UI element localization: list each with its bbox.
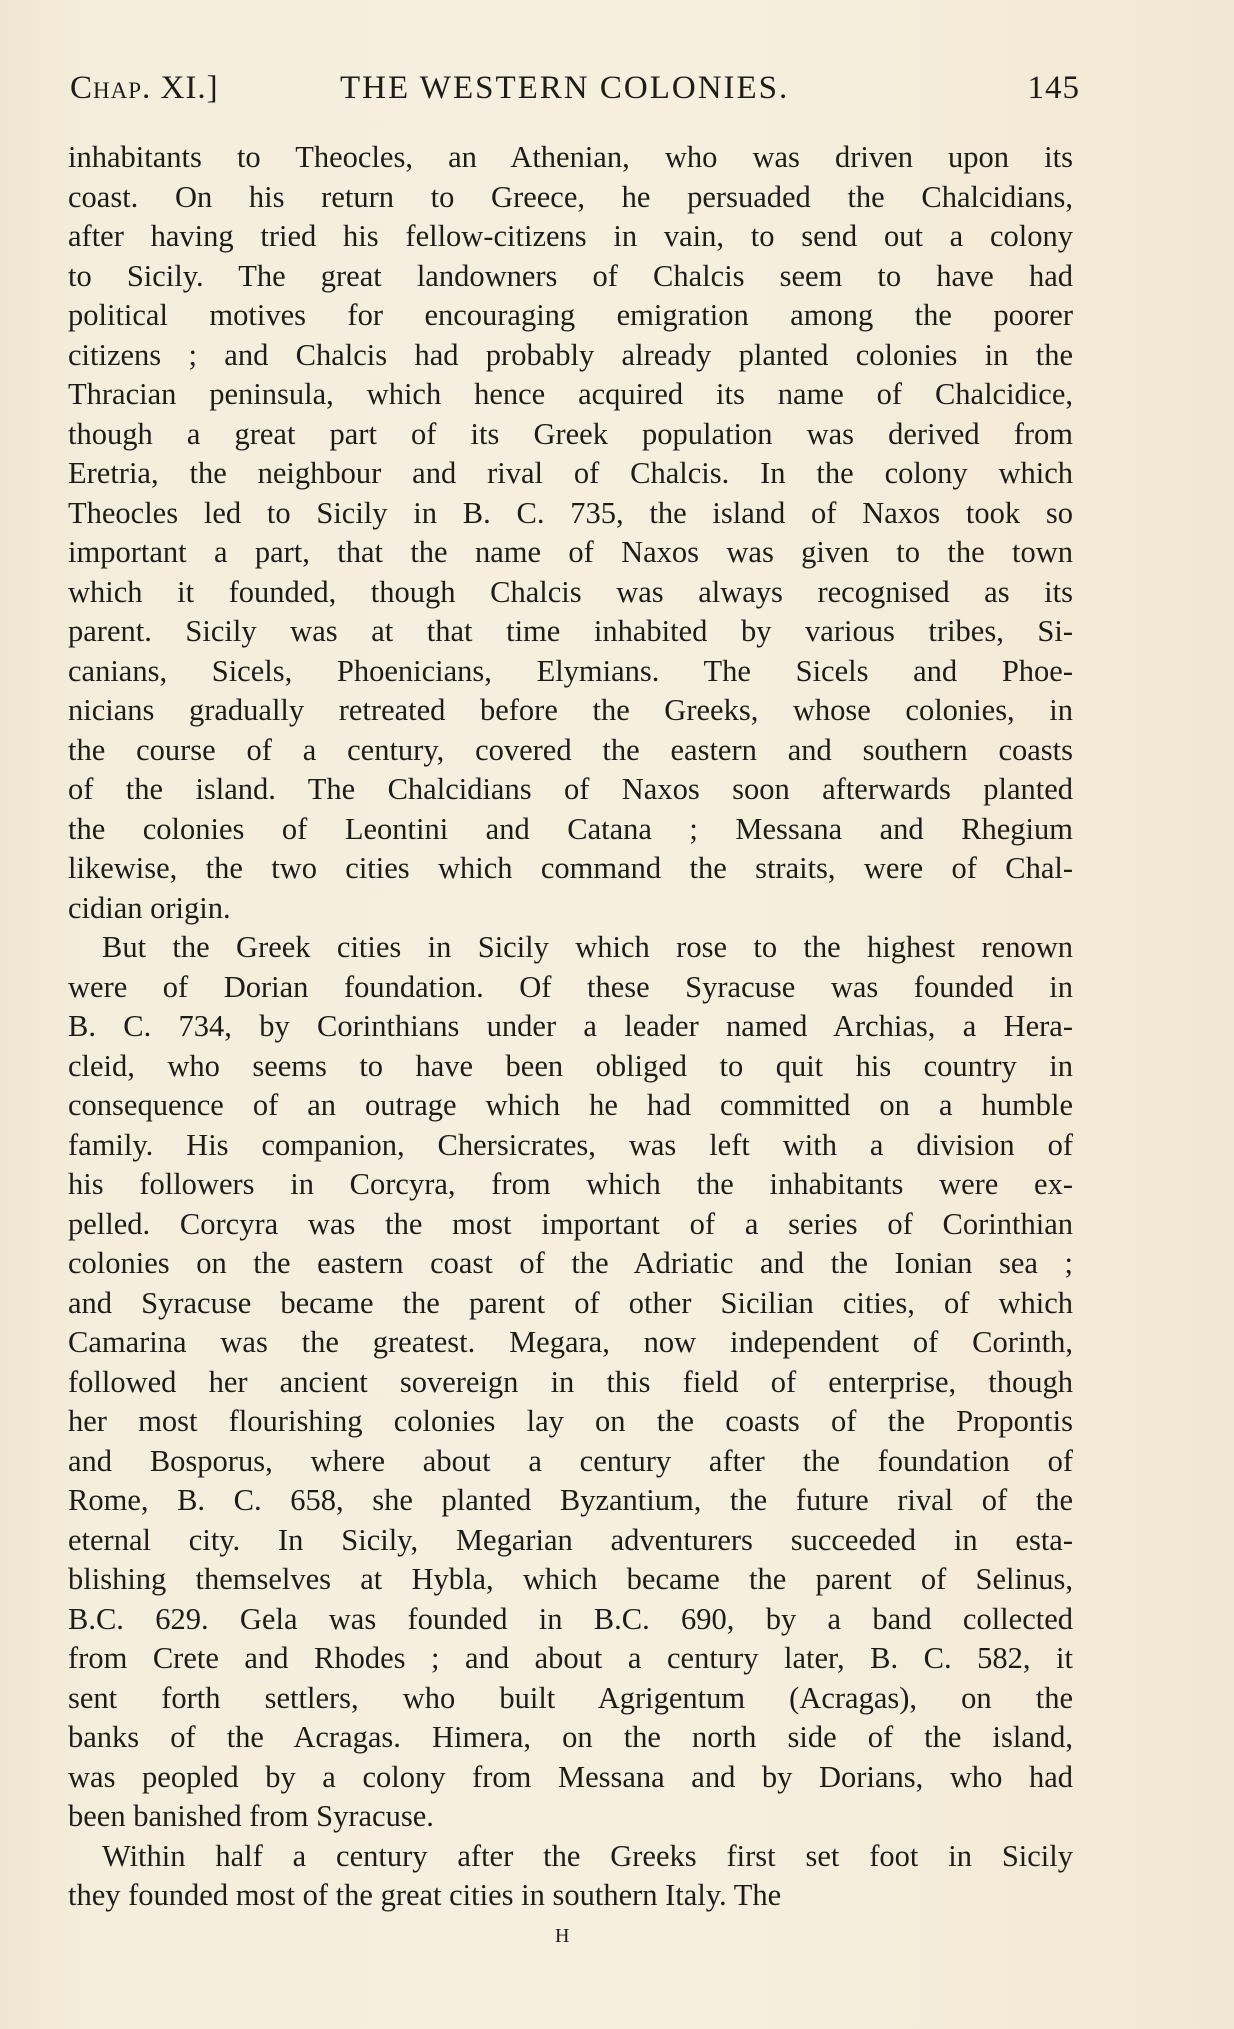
text-line: nicians gradually retreated before the Greeks, whose colonies, in <box>68 693 1073 727</box>
text-line: political motives for encouraging emigration among the poorer <box>68 298 1073 332</box>
text-line: and Bosporus, where about a century after the foundation of <box>68 1443 1073 1478</box>
text-line: sent forth settlers, who built Agrigentum (Acragas), on the <box>68 1680 1073 1715</box>
text-line: likewise, the two cities which command the straits, were of Chal- <box>68 851 1073 885</box>
text-line: cidian origin. <box>68 890 231 925</box>
text-line: they founded most of the great cities in southern Italy. The <box>68 1878 782 1912</box>
text-line: from Crete and Rhodes ; and about a century later, B. C. 582, it <box>68 1641 1073 1675</box>
text-line: Rome, B. C. 658, she planted Byzantium, the future rival of the <box>68 1483 1073 1517</box>
text-line: cleid, who seems to have been obliged to quit his country in <box>68 1048 1073 1083</box>
text-line: important a part, that the name of Naxos was given to the town <box>68 535 1073 569</box>
text-line: the course of a century, covered the eastern and southern coasts <box>68 732 1073 767</box>
body-text <box>68 138 1073 1916</box>
signature-mark: H <box>555 1925 571 1947</box>
text-line: of the island. The Chalcidians of Naxos soon afterwards planted <box>68 772 1073 806</box>
running-title: THE WESTERN COLONIES. <box>340 70 790 106</box>
text-line: B. C. 734, by Corinthians under a leader named Archias, a Hera- <box>68 1009 1073 1043</box>
text-line: Within half a century after the Greeks first set foot in Sicily <box>102 1838 1073 1873</box>
text-line: Eretria, the neighbour and rival of Chalcis. In the colony which <box>68 456 1073 490</box>
text-line: been banished from Syracuse. <box>68 1799 434 1833</box>
text-line: the colonies of Leontini and Catana ; Messana and Rhegium <box>68 811 1073 846</box>
text-line: his followers in Corcyra, from which the inhabitants were ex- <box>68 1167 1073 1201</box>
text-line: B.C. 629. Gela was founded in B.C. 690, by a band collected <box>68 1601 1073 1636</box>
text-line: banks of the Acragas. Himera, on the north side of the island, <box>68 1720 1073 1754</box>
text-line: and Syracuse became the parent of other Sicilian cities, of which <box>68 1285 1073 1320</box>
text-line: Theocles led to Sicily in B. C. 735, the island of Naxos took so <box>68 495 1073 530</box>
text-line: Camarina was the greatest. Megara, now independent of Corinth, <box>68 1325 1073 1359</box>
chapter-label: Chap. XI.] <box>70 70 219 106</box>
text-line: canians, Sicels, Phoenicians, Elymians. The Sicels and Phoe- <box>68 653 1073 688</box>
text-line: after having tried his fellow-citizens in vain, to send out a colony <box>68 219 1073 253</box>
text-line: But the Greek cities in Sicily which rose to the highest renown <box>102 930 1073 964</box>
text-line: which it founded, though Chalcis was always recognised as its <box>68 574 1073 609</box>
text-line: though a great part of its Greek population was derived from <box>68 416 1073 451</box>
running-head <box>70 70 1080 120</box>
text-line: family. His companion, Chersicrates, was left with a division of <box>68 1127 1073 1162</box>
text-line: eternal city. In Sicily, Megarian adventurers succeeded in esta- <box>68 1522 1073 1557</box>
text-line: were of Dorian foundation. Of these Syracuse was founded in <box>68 969 1073 1004</box>
text-line: parent. Sicily was at that time inhabited by various tribes, Si- <box>68 614 1073 648</box>
text-line: her most flourishing colonies lay on the coasts of the Propontis <box>68 1404 1073 1438</box>
text-line: was peopled by a colony from Messana and by Dorians, who had <box>68 1759 1073 1794</box>
text-line: citizens ; and Chalcis had probably already planted colonies in the <box>68 337 1073 372</box>
text-line: blishing themselves at Hybla, which became the parent of Selinus, <box>68 1562 1073 1596</box>
text-line: consequence of an outrage which he had committed on a humble <box>68 1088 1073 1122</box>
text-line: coast. On his return to Greece, he persuaded the Chalcidians, <box>68 179 1073 214</box>
text-line: inhabitants to Theocles, an Athenian, who was driven upon its <box>68 140 1073 174</box>
text-line: colonies on the eastern coast of the Adriatic and the Ionian sea ; <box>68 1246 1073 1280</box>
text-line: Thracian peninsula, which hence acquired its name of Chalcidice, <box>68 377 1073 411</box>
text-line: followed her ancient sovereign in this field of enterprise, though <box>68 1364 1073 1399</box>
text-line: pelled. Corcyra was the most important of a series of Corinthian <box>68 1206 1073 1241</box>
page-number: 145 <box>1027 70 1080 106</box>
text-line: to Sicily. The great landowners of Chalcis seem to have had <box>68 258 1073 293</box>
